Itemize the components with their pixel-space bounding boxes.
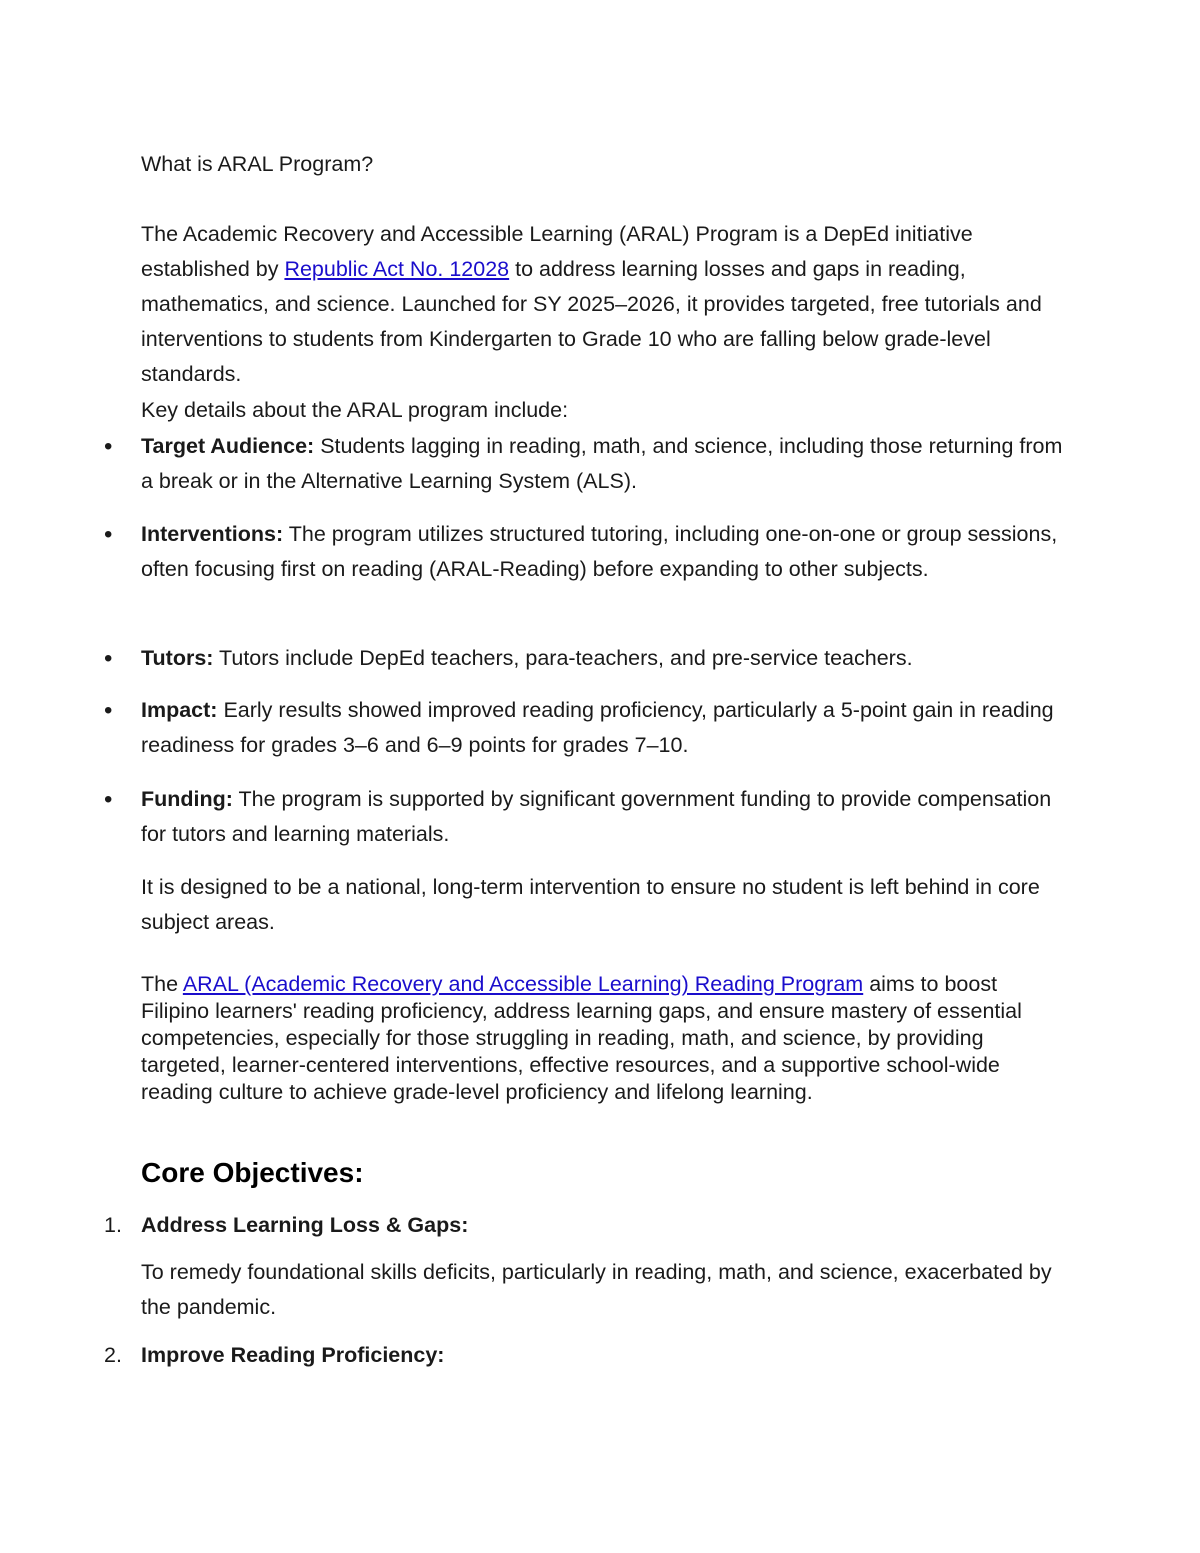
- bullet-item-tutors: [141, 641, 1066, 676]
- bullet-text: Early results showed improved reading proficiency, particularly a 5-point gain in reading readiness for grades 3–6 and 6–9 points for grades 7–10.: [141, 698, 1054, 757]
- intro-text-before: The Academic Recovery and Accessible Learning (ARAL) Program is a DepEd initiative established by: [141, 222, 973, 281]
- question-heading: What is ARAL Program?: [141, 152, 374, 176]
- bullet-icon: [104, 641, 124, 677]
- bullet-label: Interventions:: [141, 522, 284, 546]
- bullet-icon: [104, 782, 124, 818]
- bullet-text: Students lagging in reading, math, and science, including those returning from a break or in the Alternative Learning System (ALS).: [141, 434, 1063, 493]
- bullet-text: The program utilizes structured tutoring, including one-on-one or group sessions, often focusing first on reading (ARAL-Reading) before expanding to other subjects.: [141, 522, 1058, 581]
- objective-number: 1.: [104, 1213, 122, 1237]
- bullet-icon: [104, 517, 124, 553]
- republic-act-link[interactable]: Republic Act No. 12028: [284, 257, 510, 281]
- aral-reading-program-link[interactable]: ARAL (Academic Recovery and Accessible Learning) Reading Program: [182, 972, 864, 996]
- bullet-item-interventions: [141, 517, 1066, 587]
- intro-paragraph: [141, 217, 1066, 392]
- bullet-item-impact: [141, 693, 1066, 763]
- bullet-text: The program is supported by significant government funding to provide compensation for tutors and learning materials.: [141, 787, 1052, 846]
- intro-text-after: to address learning losses and gaps in reading, mathematics, and science. Launched for SY 2025–2026, it provides targeted, free tutorials and interventions to students from Kindergarten to Grade 10 who are falling below grade-level standards.: [141, 257, 1042, 386]
- bullet-label: Target Audience:: [141, 434, 315, 458]
- bullet-item-funding: [141, 782, 1066, 852]
- reading-text-before: The: [141, 972, 183, 996]
- objective-number: 2.: [104, 1343, 122, 1367]
- objective-title-text: Improve Reading Proficiency:: [141, 1343, 445, 1367]
- objective-title: [141, 1338, 1066, 1373]
- objective-description: To remedy foundational skills deficits, particularly in reading, math, and science, exacerbated by the pandemic.: [141, 1260, 1052, 1319]
- bullet-icon: [104, 693, 124, 729]
- objective-title: [141, 1208, 1066, 1243]
- bullet-label: Tutors:: [141, 646, 214, 670]
- bullet-text: Tutors include DepEd teachers, para-teachers, and pre-service teachers.: [213, 646, 913, 670]
- bullet-item-target-audience: [141, 429, 1066, 499]
- reading-text-after: aims to boost Filipino learners' reading proficiency, address learning gaps, and ensure mastery of essential competencies, especially for those struggling in reading, math, and science, by providing targeted, learner-centered interventions, effective resources, and a supportive school-wide reading culture to achieve grade-level proficiency and lifelong learning.: [141, 972, 1022, 1104]
- objective-title-text: Address Learning Loss & Gaps:: [141, 1213, 469, 1237]
- bullet-label: Funding:: [141, 787, 233, 811]
- reading-program-paragraph: [141, 971, 1066, 1106]
- national-intervention-paragraph: It is designed to be a national, long-term intervention to ensure no student is left behind in core subject areas.: [141, 875, 1040, 934]
- bullet-icon: [104, 429, 124, 465]
- key-details-intro: Key details about the ARAL program include:: [141, 398, 569, 422]
- bullet-label: Impact:: [141, 698, 218, 722]
- core-objectives-heading: Core Objectives:: [141, 1157, 364, 1188]
